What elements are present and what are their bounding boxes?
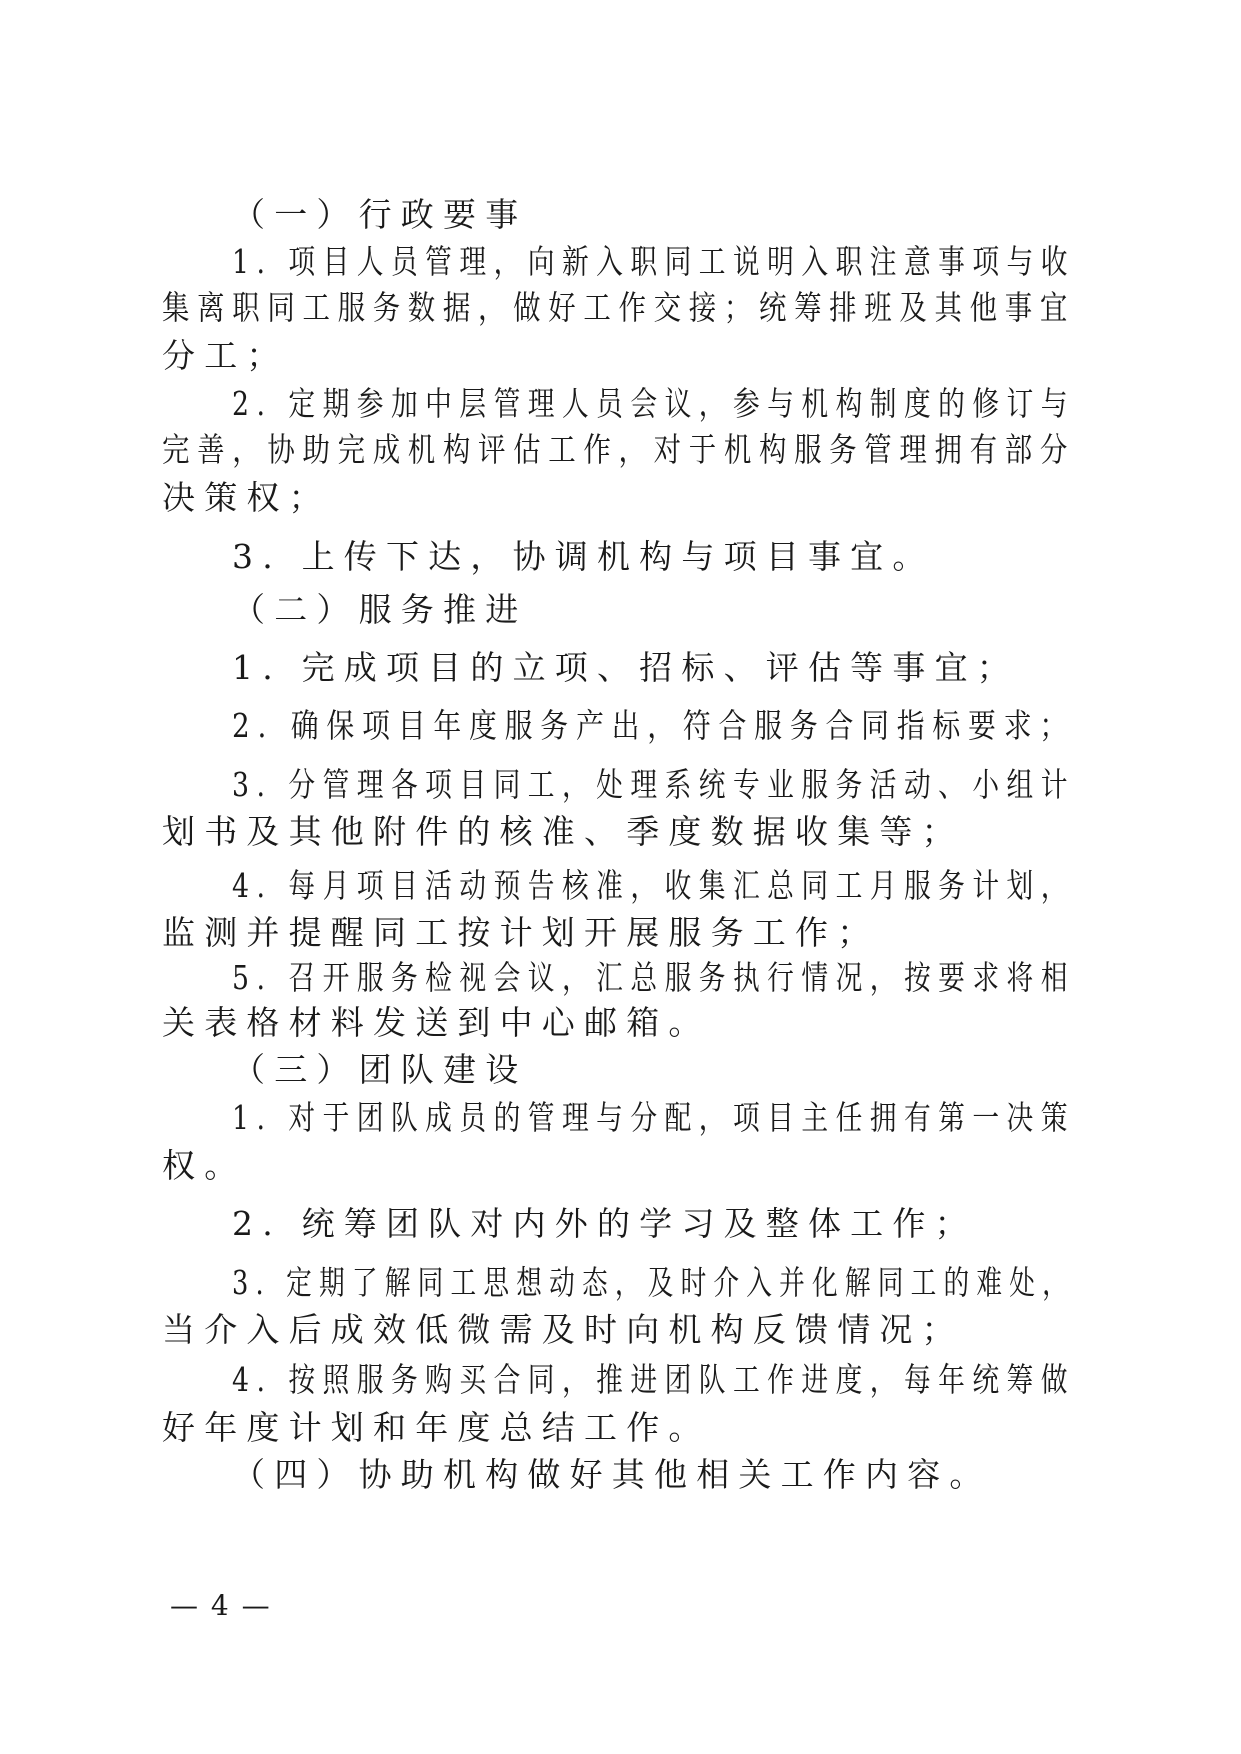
paragraph-line: 好年度计划和年度总结工作。	[162, 1408, 711, 1447]
paragraph-line: 集离职同工服务数据，做好工作交接；统筹排班及其他事宜	[162, 288, 1075, 327]
paragraph-line: 2. 统筹团队对内外的学习及整体工作；	[232, 1204, 977, 1243]
paragraph-line: 1. 完成项目的立项、招标、评估等事宜；	[232, 648, 1019, 687]
section-heading: （一）行政要事	[232, 195, 528, 234]
paragraph-line: 5. 召开服务检视会议，汇总服务执行情况，按要求将相	[232, 958, 1075, 997]
paragraph-line: 完善，协助完成机构评估工作，对于机构服务管理拥有部分	[162, 430, 1075, 469]
section-heading: （二）服务推进	[232, 590, 528, 629]
paragraph-line: 2. 确保项目年度服务产出，符合服务合同指标要求；	[232, 706, 1075, 745]
paragraph-line: 划书及其他附件的核准、季度数据收集等；	[162, 812, 964, 851]
paragraph-line: 1. 项目人员管理，向新入职同工说明入职注意事项与收	[232, 242, 1075, 281]
paragraph-line: 4. 按照服务购买合同，推进团队工作进度，每年统筹做	[232, 1360, 1075, 1399]
section-heading: （四）协助机构做好其他相关工作内容。	[232, 1455, 992, 1494]
paragraph-line: 关表格材料发送到中心邮箱。	[162, 1003, 711, 1042]
paragraph-line: 分工；	[162, 336, 289, 375]
section-heading: （三）团队建设	[232, 1050, 528, 1089]
paragraph-line: 权。	[162, 1146, 247, 1185]
paragraph-line: 监测并提醒同工按计划开展服务工作；	[162, 913, 880, 952]
paragraph-line: 3. 上传下达，协调机构与项目事宜。	[232, 537, 935, 576]
paragraph-line: 3. 分管理各项目同工，处理系统专业服务活动、小组计	[232, 765, 1075, 804]
paragraph-line: 决策权；	[162, 478, 331, 517]
paragraph-line: 2. 定期参加中层管理人员会议，参与机构制度的修订与	[232, 384, 1075, 423]
paragraph-line: 当介入后成效低微需及时向机构反馈情况；	[162, 1310, 964, 1349]
paragraph-line: 1. 对于团队成员的管理与分配，项目主任拥有第一决策	[232, 1098, 1075, 1137]
page-number: — 4 —	[170, 1589, 272, 1622]
paragraph-line: 3. 定期了解同工思想动态，及时介入并化解同工的难处，	[232, 1263, 1075, 1302]
paragraph-line: 4. 每月项目活动预告核准，收集汇总同工月服务计划，	[232, 866, 1075, 905]
